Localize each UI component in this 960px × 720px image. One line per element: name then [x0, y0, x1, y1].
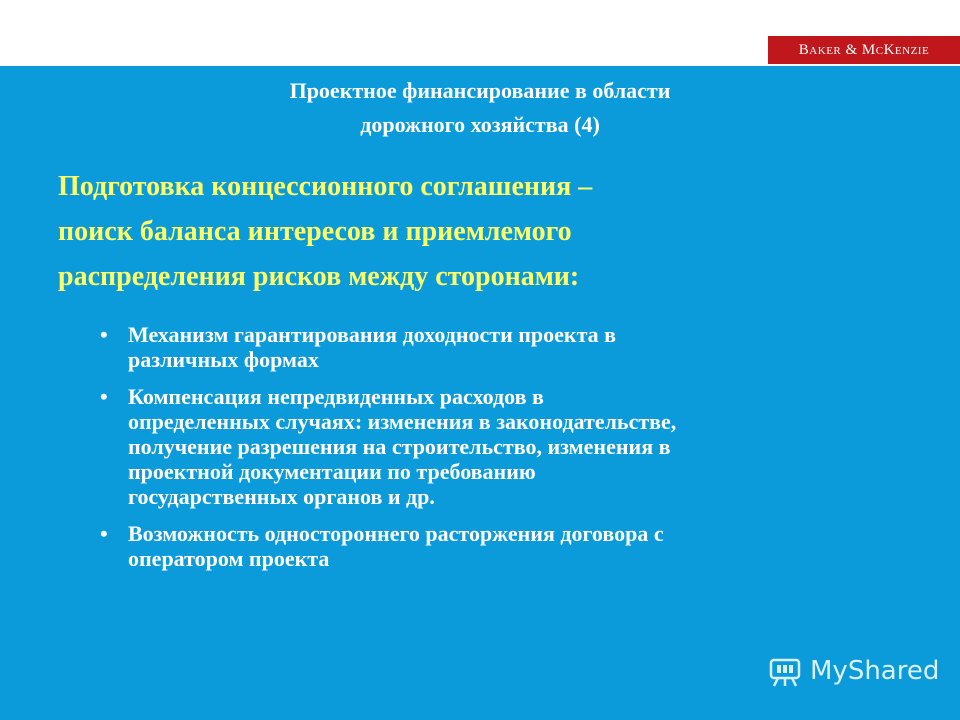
bullet-line: проектной документации по требованию: [128, 459, 536, 484]
myshared-watermark: [768, 654, 939, 688]
subtitle-line: Подготовка концессионного соглашения –: [58, 171, 593, 202]
bullet-marker: •: [100, 384, 108, 409]
slide-title-line: Проектное финансирование в области: [289, 78, 671, 103]
bullet-item: [100, 384, 940, 509]
bullet-line: получение разрешения на строительство, изменения в: [128, 434, 671, 459]
bullet-item: [100, 322, 940, 372]
baker-mckenzie-logo: Baker & McKenzie: [768, 36, 960, 64]
slide-title: [0, 74, 960, 142]
bullet-line: Механизм гарантирования доходности проекта в: [128, 322, 617, 347]
bullet-line: различных формах: [128, 347, 319, 372]
bullet-line: Возможность одностороннего расторжения договора с: [128, 521, 664, 546]
slide-title-line: дорожного хозяйства (4): [360, 112, 600, 137]
subtitle-line: поиск баланса интересов и приемлемого: [58, 216, 572, 247]
bullet-item: [100, 521, 940, 571]
bullet-marker: •: [100, 521, 108, 546]
bullet-line: государственных органов и др.: [128, 484, 435, 509]
myshared-logo-icon: [768, 654, 802, 688]
bullet-line: определенных случаях: изменения в законодательстве,: [128, 409, 677, 434]
slide-subtitle: [58, 164, 918, 299]
bullet-marker: •: [100, 322, 108, 347]
bullet-line: Компенсация непредвиденных расходов в: [128, 384, 544, 409]
bullet-list: [100, 322, 940, 583]
watermark-text: MyShared: [810, 656, 940, 686]
bullet-line: оператором проекта: [128, 546, 330, 571]
subtitle-line: распределения рисков между сторонами:: [58, 261, 580, 292]
